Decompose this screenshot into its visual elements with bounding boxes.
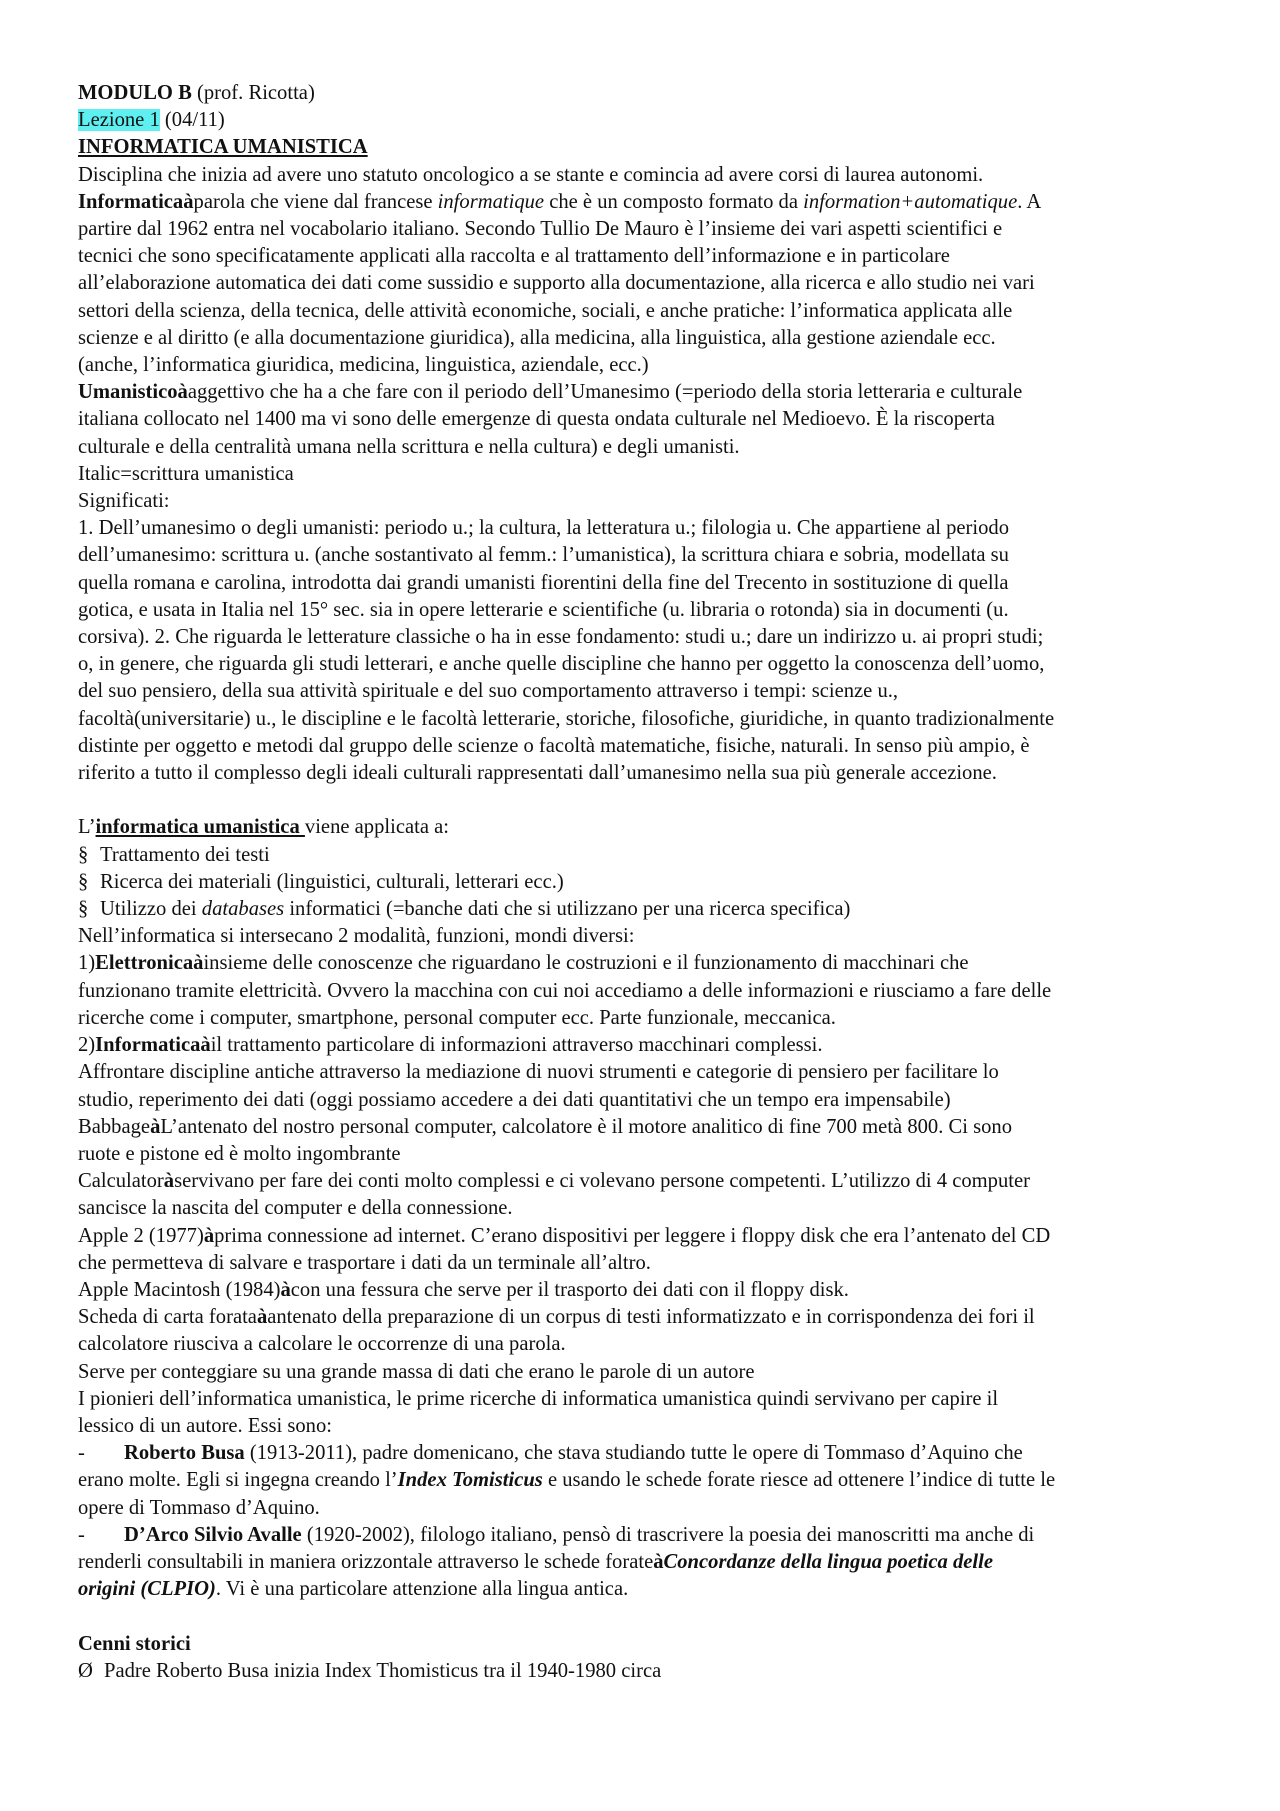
- arrow-glyph: à: [200, 1034, 211, 1057]
- term-informatica-umanistica: informatica umanistica: [95, 816, 305, 839]
- paragraph-line: riferito a tutto il complesso degli ideali culturali rappresentati dall’umanesimo nella sua più generale accezione.: [78, 762, 997, 785]
- arrow-glyph: à: [163, 1170, 175, 1193]
- paragraph-line: opere di Tommaso d’Aquino.: [78, 1496, 320, 1519]
- pioneer-name: Roberto Busa: [124, 1442, 245, 1465]
- paragraph-line: tecnici che sono specificatamente applicati alla raccolta e al trattamento dell’informazione e in particolare: [78, 245, 950, 268]
- paragraph-line: 2)Informaticaàil trattamento particolare di informazioni attraverso macchinari complessi.: [78, 1034, 823, 1057]
- blank-line: [78, 787, 1208, 814]
- professor: (prof. Ricotta): [197, 82, 315, 104]
- list-item: § Utilizzo dei databases informatici (=banche dati che si utilizzano per una ricerca specifica): [78, 896, 1208, 923]
- pioneer-name: D’Arco Silvio Avalle: [124, 1523, 302, 1546]
- paragraph-line: facoltà(universitarie) u., le discipline e le facoltà letterarie, storiche, filosofiche, giuridiche, in quanto tradizionalmente: [78, 707, 1055, 730]
- module-title: MODULO B: [78, 82, 192, 104]
- paragraph-line: funzionano tramite elettricità. Ovvero la macchina con cui noi accediamo a delle informazioni e riusciamo a fare delle: [78, 979, 1052, 1002]
- history-item: Ø Padre Roberto Busa inizia Index Thomisticus tra il 1940-1980 circa: [78, 1658, 1208, 1685]
- paragraph-line: Informaticaàparola che viene dal francese informatique che è un composto formato da information+automatique. A: [78, 190, 1042, 213]
- paragraph-line: Italic=scrittura umanistica: [78, 462, 294, 485]
- term-informatica: Informatica: [78, 190, 184, 213]
- paragraph-line: partire dal 1962 entra nel vocabolario italiano. Secondo Tullio De Mauro è l’insieme dei vari aspetti scientifici e: [78, 218, 1003, 241]
- paragraph-line: sancisce la nascita del computer e della connessione.: [78, 1197, 513, 1220]
- paragraph-line: scienze e al diritto (e alla documentazione giuridica), alla medicina, alla linguistica, alla gestione aziendale ecc.: [78, 326, 996, 349]
- history-title: Cenni storici: [78, 1632, 191, 1655]
- header-line: [78, 80, 1208, 107]
- pioneer-item: - D’Arco Silvio Avalle (1920-2002), filologo italiano, pensò di trascrivere la poesia dei manoscritti ma anche di: [78, 1522, 1208, 1549]
- section-title: INFORMATICA UMANISTICA: [78, 136, 368, 159]
- paragraph-line: gotica, e usata in Italia nel 15° sec. sia in opere letterarie e scientifiche (u. libraria o rotonda) sia in documenti (u.: [78, 598, 1009, 621]
- paragraph-line: italiana collocato nel 1400 ma vi sono delle emergenze di questa ondata culturale nel Medioevo. È la riscoperta: [78, 408, 995, 431]
- arrow-glyph: à: [150, 1115, 161, 1138]
- paragraph-line: Disciplina che inizia ad avere uno statuto oncologico a se stante e comincia ad avere corsi di laurea autonomi.: [78, 163, 984, 186]
- paragraph-line: renderli consultabili in maniera orizzontale attraverso le schede forateàConcordanze della lingua poetica delle: [78, 1550, 994, 1573]
- paragraph-line: Affrontare discipline antiche attraverso la mediazione di nuovi strumenti e categorie di pensiero per facilitare lo: [78, 1061, 999, 1084]
- term-umanistico: Umanistico: [78, 381, 178, 404]
- arrow-glyph: à: [177, 381, 188, 404]
- paragraph-line: Apple 2 (1977)àprima connessione ad internet. C’erano dispositivi per leggere i floppy disk che era l’antenato del CD: [78, 1224, 1051, 1247]
- paragraph-line: calcolatore riusciva a calcolare le occorrenze di una parola.: [78, 1333, 566, 1356]
- paragraph-line: 1)Elettronicaàinsieme delle conoscenze che riguardano le costruzioni e il funzionamento di macchinari che: [78, 952, 969, 975]
- term-informatica-2: Informatica: [95, 1034, 201, 1057]
- section-bullet-icon: §: [78, 898, 89, 921]
- lesson-date: (04/11): [164, 109, 225, 132]
- arrow-glyph: à: [256, 1306, 268, 1329]
- arrow-glyph: à: [193, 952, 204, 975]
- paragraph-line: all’elaborazione automatica dei dati come sussidio e supporto alla documentazione, alla ricerca e allo studio nei vari: [78, 272, 1035, 295]
- paragraph-line: che permetteva di salvare e trasportare i dati da un terminale all’altro.: [78, 1251, 651, 1274]
- paragraph-line: (anche, l’informatica giuridica, medicina, linguistica, aziendale, ecc.): [78, 354, 649, 377]
- term-elettronica: Elettronica: [95, 952, 194, 975]
- arrow-glyph: à: [280, 1278, 291, 1301]
- paragraph-line: Significati:: [78, 490, 170, 513]
- pioneer-item: - Roberto Busa (1913-2011), padre domenicano, che stava studiando tutte le opere di Tommaso d’Aquino che: [78, 1440, 1208, 1467]
- list-item: § Trattamento dei testi: [78, 842, 1208, 869]
- document-page: [78, 80, 1208, 1685]
- paragraph-line: dell’umanesimo: scrittura u. (anche sostantivato al femm.: l’umanistica), la scrittura chiara e sobria, modellata su: [78, 544, 1009, 567]
- arrow-glyph: à: [183, 190, 194, 213]
- paragraph-line: lessico di un autore. Essi sono:: [78, 1414, 332, 1437]
- paragraph-line: origini (CLPIO). Vi è una particolare attenzione alla lingua antica.: [78, 1578, 629, 1601]
- paragraph-line: 1. Dell’umanesimo o degli umanisti: periodo u.; la cultura, la letteratura u.; filologia u. Che appartiene al periodo: [78, 517, 1010, 540]
- paragraph-line: corsiva). 2. Che riguarda le letterature classiche o ha in esse fondamento: studi u.; dare un indirizzo u. ai propri studi;: [78, 626, 1044, 649]
- paragraph-line: ricerche come i computer, smartphone, personal computer ecc. Parte funzionale, meccanica.: [78, 1006, 836, 1029]
- paragraph-line: studio, reperimento dei dati (oggi possiamo accedere a dei dati quantitativi che un tempo era impensabile): [78, 1088, 951, 1111]
- paragraph-line: erano molte. Egli si ingegna creando l’Index Tomisticus e usando le schede forate riesce ad ottenere l’indice di tutte le: [78, 1469, 1056, 1492]
- blank-line: [78, 1603, 1208, 1630]
- paragraph-line: BabbageàL’antenato del nostro personal computer, calcolatore è il motore analitico di fine 700 metà 800. Ci sono: [78, 1115, 1013, 1138]
- paragraph-line: culturale e della centralità umana nella scrittura e nella cultura) e degli umanisti.: [78, 435, 740, 458]
- arrow-glyph: à: [653, 1550, 664, 1573]
- empty-set-bullet-icon: Ø: [78, 1659, 93, 1682]
- paragraph-line: Apple Macintosh (1984)àcon una fessura che serve per il trasporto dei dati con il floppy disk.: [78, 1278, 849, 1301]
- lesson-line: [78, 107, 1208, 134]
- paragraph-line: del suo pensiero, della sua attività spirituale e del suo comportamento attraverso i tempi: scienze u.,: [78, 680, 899, 703]
- dash-bullet: -: [78, 1442, 85, 1465]
- paragraph-line: ruote e pistone ed è molto ingombrante: [78, 1142, 401, 1165]
- list-item: § Ricerca dei materiali (linguistici, culturali, letterari ecc.): [78, 869, 1208, 896]
- paragraph-line: Calculatoràservivano per fare dei conti molto complessi e ci volevano persone competenti. L’utilizzo di 4 computer: [78, 1170, 1030, 1193]
- paragraph-line: Serve per conteggiare su una grande massa di dati che erano le parole di un autore: [78, 1360, 755, 1383]
- arrow-glyph: à: [203, 1224, 215, 1247]
- section-bullet-icon: §: [78, 870, 89, 893]
- applications-lead: L’informatica umanistica viene applicata a:: [78, 816, 449, 839]
- dash-bullet: -: [78, 1523, 85, 1546]
- paragraph-line: Nell’informatica si intersecano 2 modalità, funzioni, mondi diversi:: [78, 925, 635, 948]
- paragraph-line: settori della scienza, della tecnica, delle attività economiche, sociali, e anche pratiche: l’informatica applicata alle: [78, 299, 1013, 322]
- paragraph-line: Umanisticoàaggettivo che ha a che fare con il periodo dell’Umanesimo (=periodo della storia letteraria e culturale: [78, 381, 1023, 404]
- paragraph-line: quella romana e carolina, introdotta dai grandi umanisti fiorentini della fine del Trecento in sostituzione di quella: [78, 571, 1009, 594]
- paragraph-line: Scheda di carta forataàantenato della preparazione di un corpus di testi informatizzato e in corrispondenza dei fori il: [78, 1306, 1035, 1329]
- paragraph-line: distinte per oggetto e metodi dal gruppo delle scienze o facoltà matematiche, fisiche, naturali. In senso più ampio, è: [78, 734, 1030, 757]
- paragraph-line: o, in genere, che riguarda gli studi letterari, e anche quelle discipline che hanno per oggetto la conoscenza dell’uomo,: [78, 653, 1045, 676]
- section-bullet-icon: §: [78, 843, 89, 866]
- paragraph-line: I pionieri dell’informatica umanistica, le prime ricerche di informatica umanistica quindi servivano per capire il: [78, 1387, 999, 1410]
- lesson-label: Lezione 1: [78, 109, 160, 132]
